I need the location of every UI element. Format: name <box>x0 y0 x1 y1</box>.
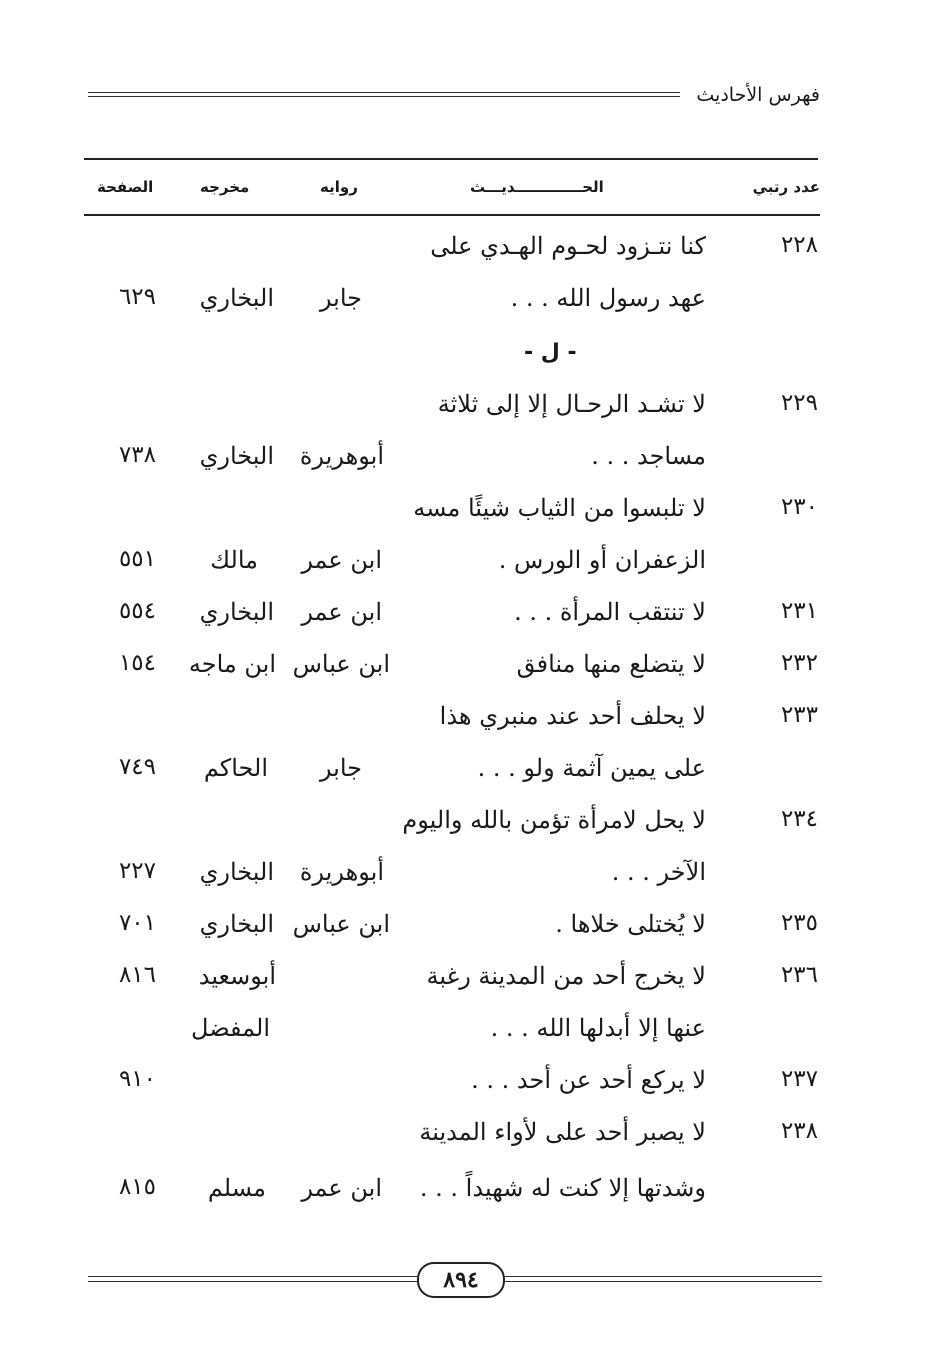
source: المفضل <box>191 1014 270 1042</box>
hadith-line: لا يُختلى خلاها . <box>555 910 706 938</box>
footer-rule-left <box>88 1276 418 1282</box>
page-ref: ٩١٠ <box>118 1066 156 1092</box>
column-header-hadith: الحـــــــــــــديـــث <box>470 178 604 196</box>
narrator: أبوهريرة <box>299 858 384 886</box>
source: ابن ماجه <box>188 650 276 678</box>
narrator: ابن عباس <box>292 650 390 678</box>
page-ref: ٨١٦ <box>118 962 156 988</box>
hadith-line: لا يركع أحد عن أحد . . . <box>471 1066 706 1094</box>
narrator: ابن عمر <box>301 546 382 574</box>
source: أبوسعيد <box>198 962 276 990</box>
source: البخاري <box>199 442 274 470</box>
row-number: ٢٢٨ <box>780 232 818 258</box>
page-ref: ٧٣٨ <box>118 442 156 468</box>
table-header-top-rule <box>84 158 818 160</box>
page-ref: ٢٢٧ <box>118 858 156 884</box>
source: الحاكم <box>203 754 268 782</box>
row-number: ٢٣٤ <box>780 806 818 832</box>
row-number: ٢٣١ <box>780 598 818 624</box>
page-ref: ٧٠١ <box>118 910 156 936</box>
page-ref: ٨١٥ <box>118 1174 156 1200</box>
page-ref: ٥٥٤ <box>118 598 156 624</box>
hadith-line: لا تشـد الرحـال إلا إلى ثلاثة <box>437 390 706 418</box>
narrator: جابر <box>319 754 362 782</box>
source: البخاري <box>199 858 274 886</box>
hadith-line: لا يصبر أحد على لأواء المدينة <box>419 1118 706 1146</box>
hadith-line: كنا نتـزود لحـوم الهـدي على <box>430 232 706 260</box>
running-title: فهرس الأحاديث <box>696 84 820 106</box>
narrator: أبوهريرة <box>299 442 384 470</box>
row-number: ٢٣٦ <box>780 962 818 988</box>
hadith-line: لا يخرج أحد من المدينة رغبة <box>426 962 706 990</box>
page-ref: ٥٥١ <box>118 546 156 572</box>
header-rule <box>88 92 680 97</box>
narrator: جابر <box>319 284 362 312</box>
hadith-line: الزعفران أو الورس . <box>498 546 706 574</box>
row-number: ٢٣٣ <box>780 702 818 728</box>
source: مالك <box>210 546 258 574</box>
hadith-line: لا يحل لامرأة تؤمن بالله واليوم <box>402 806 706 834</box>
page-ref: ١٥٤ <box>118 650 156 676</box>
narrator: ابن عمر <box>301 598 382 626</box>
source: البخاري <box>199 284 274 312</box>
hadith-line: لا تنتقب المرأة . . . <box>514 598 706 626</box>
row-number: ٢٣٧ <box>780 1066 818 1092</box>
row-number: ٢٣٥ <box>780 910 818 936</box>
row-number: ٢٣٨ <box>780 1118 818 1144</box>
hadith-line: عهد رسول الله . . . <box>510 284 706 312</box>
footer-rule-right <box>502 1276 822 1282</box>
column-header-page: الصفحة <box>97 178 154 196</box>
hadith-line: مساجد . . . <box>591 442 706 470</box>
hadith-line: عنها إلا أبدلها الله . . . <box>490 1014 706 1042</box>
section-letter: - ل - <box>524 340 577 365</box>
source: البخاري <box>199 910 274 938</box>
source: البخاري <box>199 598 274 626</box>
page-ref: ٦٢٩ <box>118 284 156 310</box>
narrator: ابن عمر <box>301 1174 382 1202</box>
hadith-line: على يمين آثمة ولو . . . <box>477 754 706 782</box>
hadith-line: لا تلبسوا من الثياب شيئًا مسه <box>413 494 706 522</box>
column-header-number: عدد رتبي <box>752 178 820 196</box>
row-number: ٢٣٠ <box>780 494 818 520</box>
row-number: ٢٣٢ <box>780 650 818 676</box>
page-number <box>417 1262 505 1298</box>
hadith-line: لا يتضلع منها منافق <box>516 650 706 678</box>
page-ref: ٧٤٩ <box>118 754 156 780</box>
hadith-line: لا يحلف أحد عند منبري هذا <box>439 702 706 730</box>
column-header-source: مخرجه <box>200 178 250 196</box>
page-number-text: ٨٩٤ <box>443 1267 479 1293</box>
row-number: ٢٢٩ <box>780 390 818 416</box>
narrator: ابن عباس <box>292 910 390 938</box>
hadith-line: وشدتها إلا كنت له شهيداً . . . <box>419 1174 706 1202</box>
source: مسلم <box>207 1174 266 1202</box>
column-header-narrator: روايه <box>320 178 358 196</box>
hadith-line: الآخر . . . <box>611 858 706 886</box>
table-header-bottom-rule <box>84 214 820 216</box>
